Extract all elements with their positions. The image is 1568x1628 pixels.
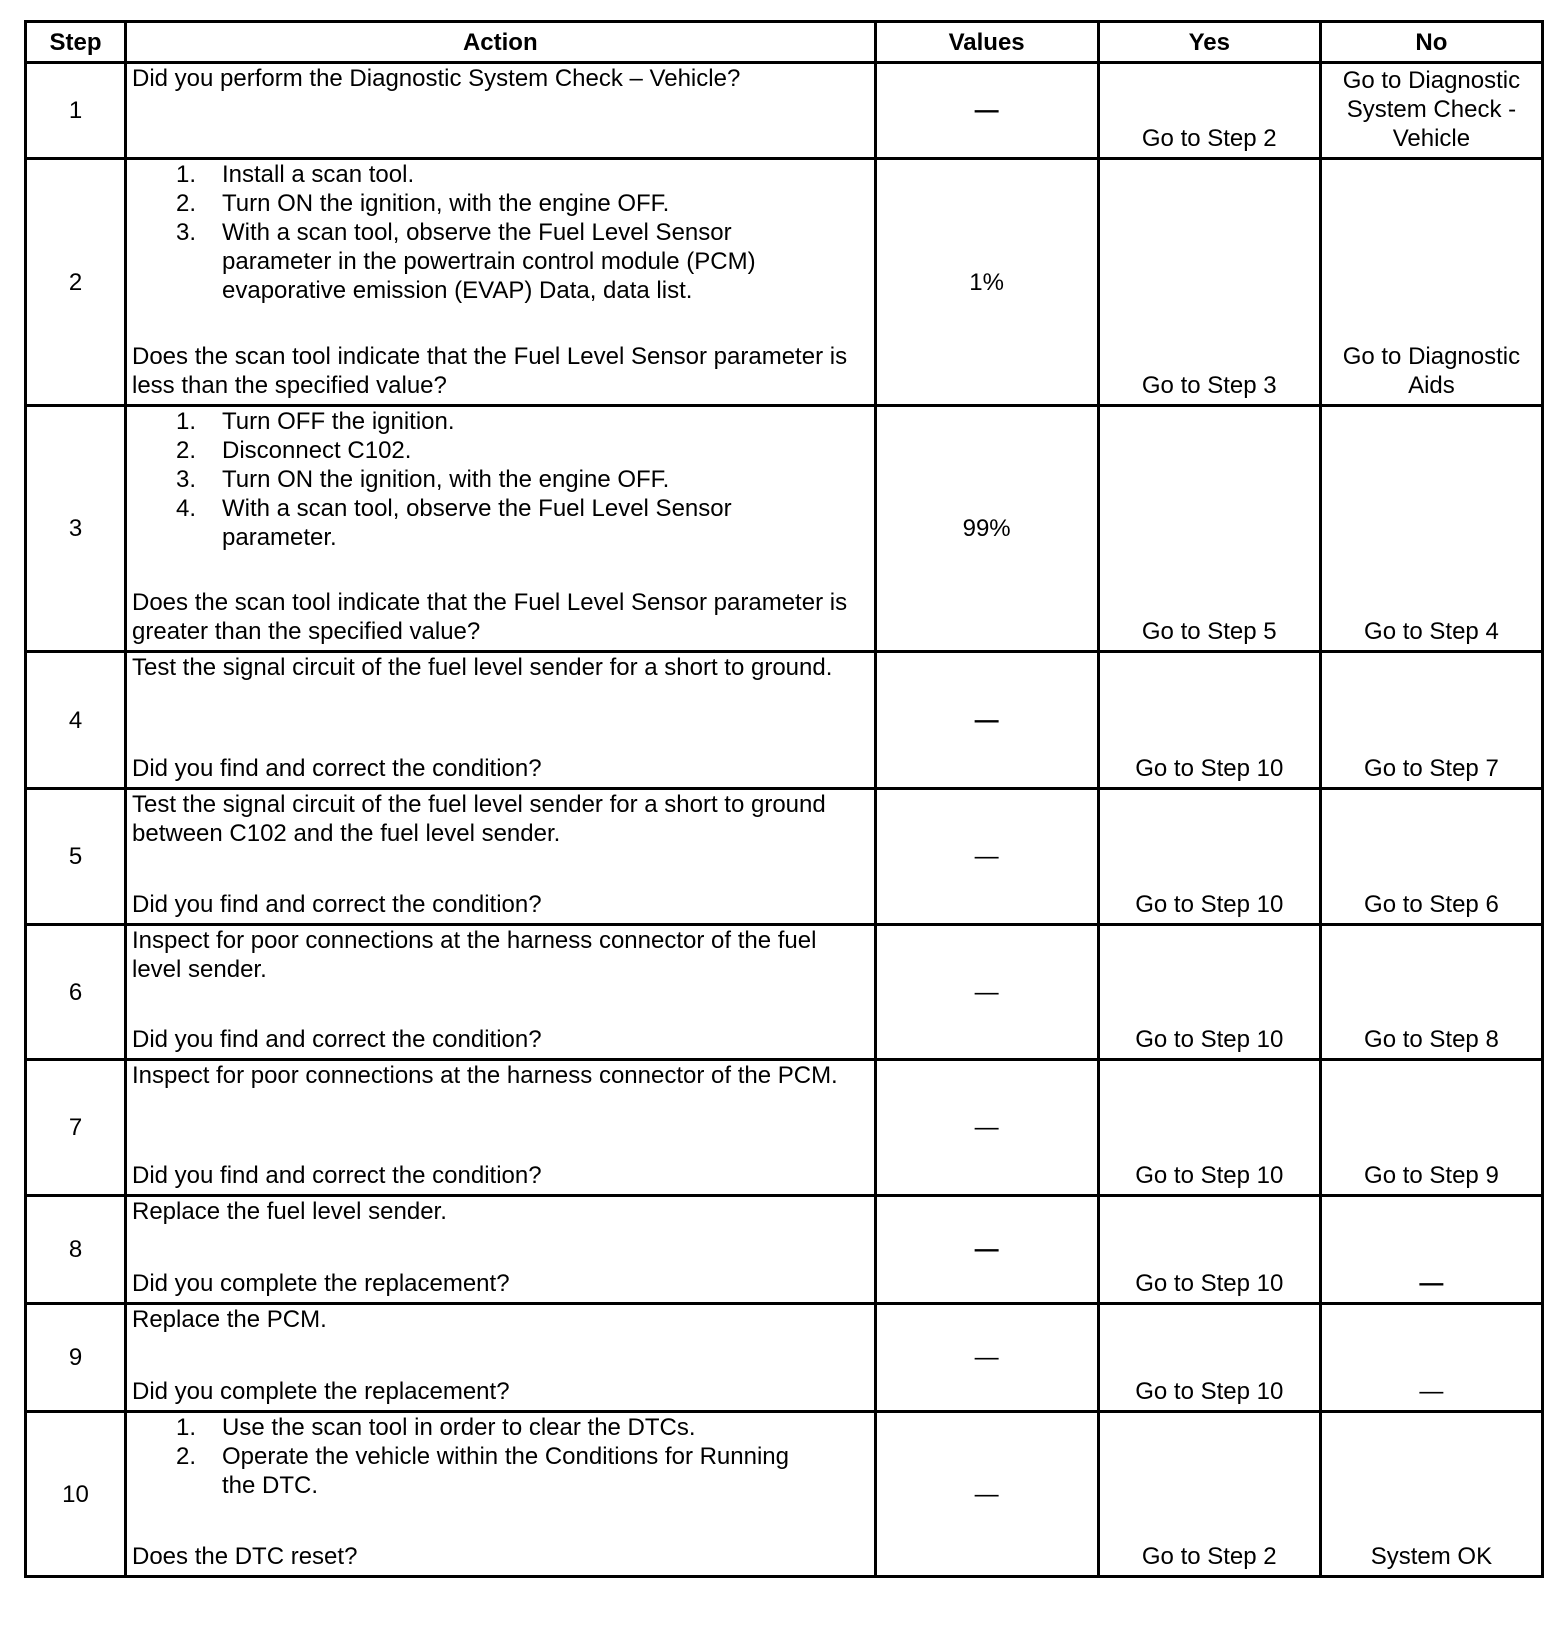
table-row <box>26 1304 1543 1412</box>
action-cell <box>126 925 876 1060</box>
action-cell <box>126 1060 876 1196</box>
action-cell <box>126 789 876 925</box>
table-row <box>26 406 1543 652</box>
no-cell: Go to Step 9 <box>1320 1060 1542 1196</box>
table-row <box>26 63 1543 159</box>
header-yes: Yes <box>1098 22 1320 63</box>
step-number: 3 <box>26 406 126 652</box>
no-text: — <box>1419 1270 1444 1297</box>
action-text: Replace the PCM. <box>132 1306 327 1333</box>
value-cell <box>875 1196 1098 1304</box>
yes-cell: Go to Step 3 <box>1098 159 1320 406</box>
value-cell <box>875 63 1098 159</box>
question-text: Did you find and correct the condition? <box>132 1162 542 1189</box>
value-text: — <box>974 1236 999 1263</box>
action-cell <box>126 63 876 159</box>
instruction-item: 4. With a scan tool, observe the Fuel Level Sensor parameter. <box>175 495 732 551</box>
no-cell: Go to Diagnostic Aids <box>1320 159 1542 406</box>
header-no: No <box>1320 22 1542 63</box>
value-text: — <box>974 97 999 124</box>
yes-cell: Go to Step 2 <box>1098 1412 1320 1577</box>
step-number: 2 <box>26 159 126 406</box>
yes-cell: Go to Step 10 <box>1098 1304 1320 1412</box>
instruction-item: 3. Turn ON the ignition, with the engine OFF. <box>175 466 670 493</box>
table-row <box>26 925 1543 1060</box>
instruction-item: 1. Install a scan tool. <box>175 161 415 188</box>
step-number: 4 <box>26 652 126 789</box>
action-cell <box>126 1196 876 1304</box>
step-number: 8 <box>26 1196 126 1304</box>
value-cell: — <box>875 1304 1098 1412</box>
no-cell: Go to Diagnostic System Check - Vehicle <box>1320 63 1542 159</box>
action-cell <box>126 406 876 652</box>
value-cell: — <box>875 1060 1098 1196</box>
instruction-item: 2. Turn ON the ignition, with the engine OFF. <box>175 190 670 217</box>
question-text: Did you find and correct the condition? <box>132 755 542 782</box>
yes-cell: Go to Step 10 <box>1098 789 1320 925</box>
action-text: Test the signal circuit of the fuel level sender for a short to ground between C102 and the fuel level sender. <box>132 791 826 847</box>
action-text: Test the signal circuit of the fuel level sender for a short to ground. <box>132 654 833 681</box>
table-row <box>26 652 1543 789</box>
action-cell <box>126 159 876 406</box>
table-row <box>26 1196 1543 1304</box>
value-cell <box>875 652 1098 789</box>
value-cell: — <box>875 925 1098 1060</box>
value-text: — <box>974 706 999 734</box>
no-cell: — <box>1320 1304 1542 1412</box>
yes-cell: Go to Step 10 <box>1098 1196 1320 1304</box>
action-text: Inspect for poor connections at the harness connector of the fuel level sender. <box>132 927 817 983</box>
yes-cell: Go to Step 2 <box>1098 63 1320 159</box>
value-cell: — <box>875 789 1098 925</box>
instruction-item: 3. With a scan tool, observe the Fuel Level Sensor parameter in the powertrain control module (PCM) evaporative emission (EVAP) Data, data list. <box>175 219 756 304</box>
step-number: 5 <box>26 789 126 925</box>
no-cell: Go to Step 7 <box>1320 652 1542 789</box>
header-step: Step <box>26 22 126 63</box>
step-number: 1 <box>26 63 126 159</box>
table-row <box>26 1412 1543 1577</box>
no-cell <box>1320 1196 1542 1304</box>
action-cell <box>126 1304 876 1412</box>
question-text: Did you find and correct the condition? <box>132 891 542 918</box>
value-cell: 1% <box>875 159 1098 406</box>
no-cell: Go to Step 4 <box>1320 406 1542 652</box>
question-text: Did you complete the replacement? <box>132 1378 510 1405</box>
value-cell: — <box>875 1412 1098 1577</box>
no-cell: System OK <box>1320 1412 1542 1577</box>
question-text: Did you find and correct the condition? <box>132 1026 542 1053</box>
step-number: 6 <box>26 925 126 1060</box>
instruction-list <box>132 407 870 552</box>
table-row <box>26 159 1543 406</box>
action-cell <box>126 1412 876 1577</box>
header-action: Action <box>126 22 876 63</box>
instruction-item: 2. Disconnect C102. <box>175 437 412 464</box>
header-row <box>26 22 1543 63</box>
instruction-item: 1. Use the scan tool in order to clear the DTCs. <box>175 1414 696 1441</box>
yes-cell: Go to Step 10 <box>1098 1060 1320 1196</box>
instruction-item: 2. Operate the vehicle within the Conditions for Running the DTC. <box>175 1443 789 1499</box>
step-number: 9 <box>26 1304 126 1412</box>
no-cell: Go to Step 8 <box>1320 925 1542 1060</box>
yes-cell: Go to Step 10 <box>1098 925 1320 1060</box>
question-text: Does the scan tool indicate that the Fuel Level Sensor parameter is less than the specified value? <box>132 343 848 399</box>
action-text: Did you perform the Diagnostic System Check – Vehicle? <box>132 65 741 92</box>
yes-cell: Go to Step 10 <box>1098 652 1320 789</box>
action-text: Replace the fuel level sender. <box>132 1198 447 1225</box>
header-values: Values <box>875 22 1098 63</box>
step-number: 7 <box>26 1060 126 1196</box>
action-cell <box>126 652 876 789</box>
question-text: Does the DTC reset? <box>132 1543 358 1570</box>
yes-cell: Go to Step 5 <box>1098 406 1320 652</box>
table-row <box>26 1060 1543 1196</box>
no-cell: Go to Step 6 <box>1320 789 1542 925</box>
value-cell: 99% <box>875 406 1098 652</box>
step-number: 10 <box>26 1412 126 1577</box>
table-row <box>26 789 1543 925</box>
instruction-item: 1. Turn OFF the ignition. <box>175 408 455 435</box>
instruction-list <box>132 160 870 305</box>
instruction-list <box>132 1413 870 1500</box>
action-text: Inspect for poor connections at the harness connector of the PCM. <box>132 1062 838 1089</box>
question-text: Did you complete the replacement? <box>132 1270 510 1297</box>
diagnostic-table <box>24 20 1544 1578</box>
question-text: Does the scan tool indicate that the Fuel Level Sensor parameter is greater than the specified value? <box>132 589 848 645</box>
